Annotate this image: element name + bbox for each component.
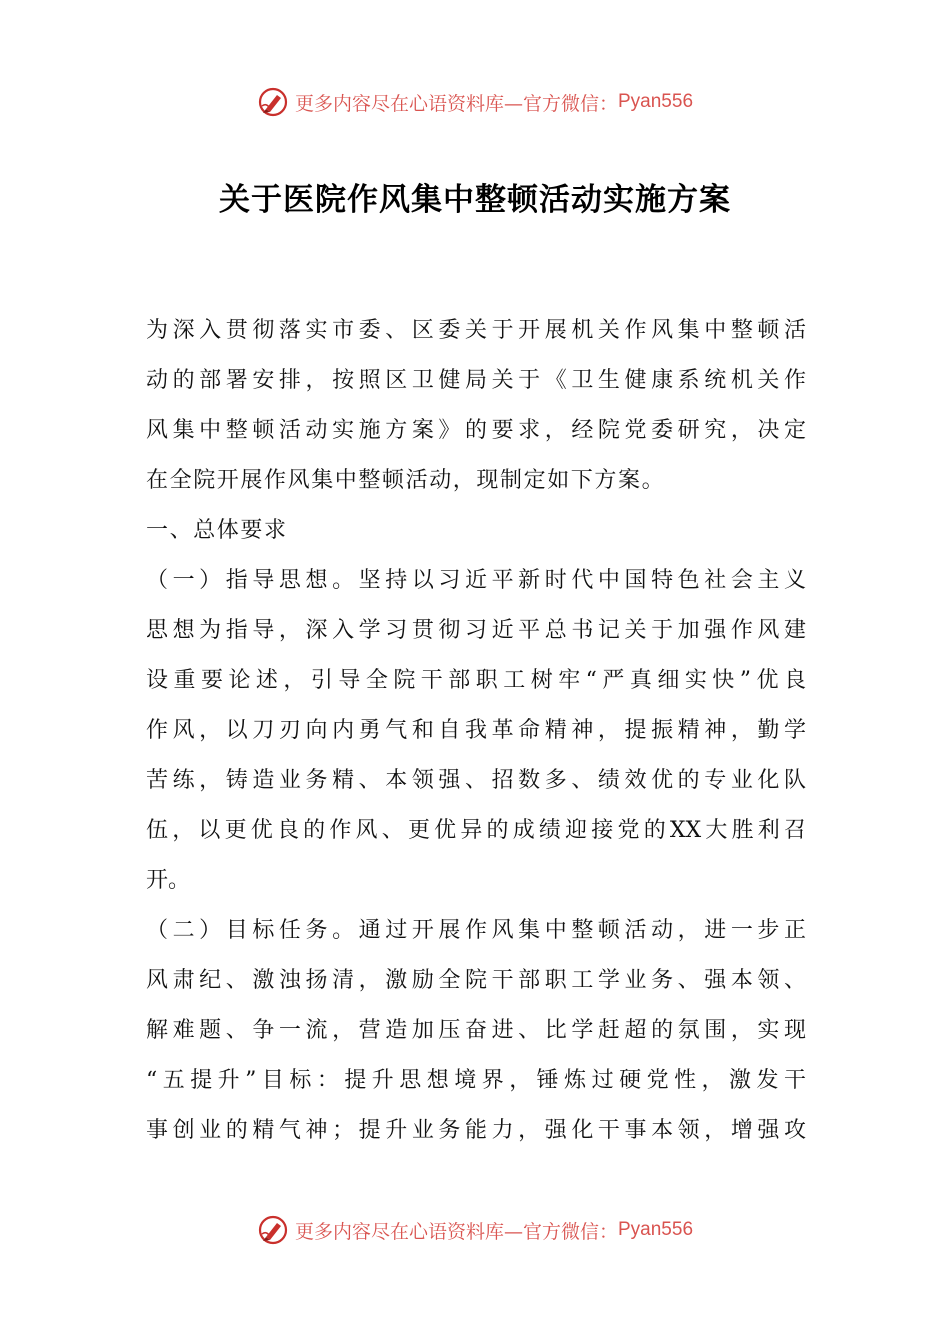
paragraph-line: 事创业的精气神；提升业务能力，强化干事本领，增强攻 — [146, 1118, 806, 1143]
paragraph-line: （二）目标任务。通过开展作风集中整顿活动，进一步正 — [146, 918, 806, 943]
paragraph-line: 为深入贯彻落实市委、区委关于开展机关作风集中整顿活 — [146, 318, 806, 343]
paragraph-line: 苦练，铸造业务精、本领强、招数多、绩效优的专业化队 — [146, 768, 806, 793]
paragraph-line: 伍，以更优良的作风、更优异的成绩迎接党的XX大胜利召 — [146, 818, 806, 843]
paragraph-line: 设重要论述，引导全院干部职工树牢“严真细实快”优良 — [146, 668, 806, 693]
paragraph-line: 开。 — [146, 868, 191, 893]
banner-text: 更多内容尽在心语资料库—官方微信： — [294, 92, 618, 115]
paragraph-line: （一）指导思想。坚持以习近平新时代中国特色社会主义 — [146, 568, 806, 593]
paragraph-line: 作风，以刀刃向内勇气和自我革命精神，提振精神，勤学 — [146, 718, 806, 743]
banner-text: 更多内容尽在心语资料库—官方微信： — [294, 1220, 618, 1243]
paragraph-line: 风集中整顿活动实施方案》的要求，经院党委研究，决定 — [146, 418, 806, 443]
banner-wechat-handle: Pyan556 — [618, 91, 694, 112]
paragraph-line: 思想为指导，深入学习贯彻习近平总书记关于加强作风建 — [146, 618, 806, 643]
paragraph-line: “五提升”目标：提升思想境界，锤炼过硬党性，激发干 — [146, 1068, 806, 1093]
section-heading: 一、总体要求 — [146, 518, 288, 543]
paragraph-line: 动的部署安排，按照区卫健局关于《卫生健康系统机关作 — [146, 368, 806, 393]
footer-watermark-banner — [0, 1210, 950, 1250]
document-title: 关于医院作风集中整顿活动实施方案 — [219, 182, 731, 218]
document-body — [146, 306, 806, 1156]
paragraph-line: 风肃纪、激浊扬清，激励全院干部职工学业务、强本领、 — [146, 968, 806, 993]
header-watermark-banner — [0, 82, 950, 122]
pen-logo-icon — [257, 1214, 289, 1246]
paragraph-line: 解难题、争一流，营造加压奋进、比学赶超的氛围，实现 — [146, 1018, 806, 1043]
banner-wechat-handle: Pyan556 — [618, 1219, 694, 1240]
pen-logo-icon — [257, 86, 289, 118]
paragraph-line: 在全院开展作风集中整顿活动，现制定如下方案。 — [146, 468, 666, 493]
